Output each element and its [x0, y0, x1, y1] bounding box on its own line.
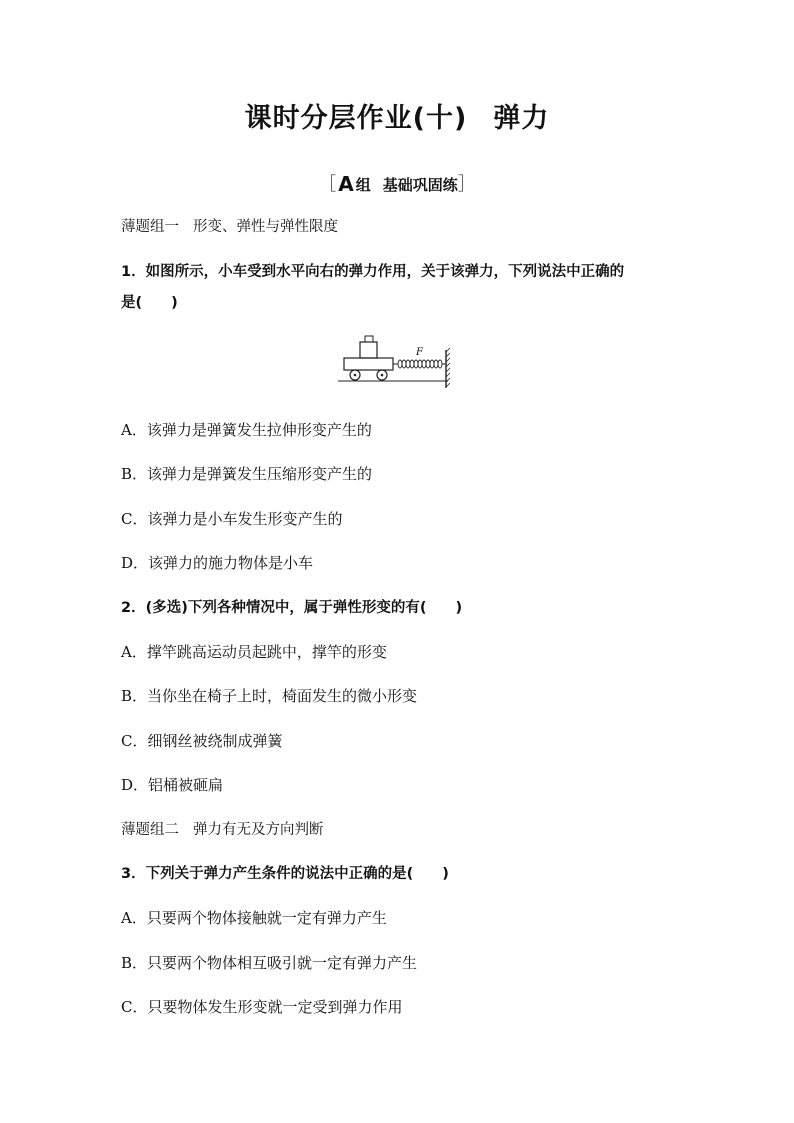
question-3-option-a: A．只要两个物体接触就一定有弹力产生	[121, 909, 387, 927]
question-1-option-d: D．该弹力的施力物体是小车	[121, 554, 314, 572]
group-name: 基础巩固练	[382, 176, 458, 194]
force-label: F	[416, 347, 423, 358]
section-heading-2	[121, 820, 324, 840]
question-1-option-a: A．该弹力是弹簧发生拉伸形变产生的	[121, 421, 372, 439]
question-3-option-c: C．只要物体发生形变就一定受到弹力作用	[121, 998, 403, 1016]
question-1-stem-cont: 是( )	[121, 295, 178, 311]
section-label: 薄题组二	[121, 822, 179, 838]
section-topic: 弹力有无及方向判断	[193, 822, 324, 838]
question-1-option-c: C．该弹力是小车发生形变产生的	[121, 510, 343, 528]
group-close-bracket: ］	[457, 174, 476, 195]
weight-knob	[365, 336, 373, 342]
cart-spring-figure	[338, 330, 458, 390]
page-title	[0, 96, 794, 135]
group-letter: A	[338, 172, 354, 196]
question-2-option-a: A．撑竿跳高运动员起跳中，撑竿的形变	[121, 643, 387, 661]
cart-body	[344, 358, 393, 370]
question-1-stem: 1．如图所示，小车受到水平向右的弹力作用，关于该弹力，下列说法中正确的	[121, 264, 625, 280]
question-2-stem: 2．(多选)下列各种情况中，属于弹性形变的有( )	[121, 600, 463, 616]
title-main: 课时分层作业(十)	[244, 103, 468, 134]
question-3-option-b: B．只要两个物体相互吸引就一定有弹力产生	[121, 954, 418, 972]
section-topic: 形变、弹性与弹性限度	[193, 219, 338, 235]
question-2-option-d: D．铝桶被砸扁	[121, 776, 224, 794]
title-sub: 弹力	[493, 103, 550, 134]
weight-block	[360, 342, 377, 358]
group-open-bracket: ［	[318, 174, 337, 195]
section-heading-1	[121, 217, 338, 237]
group-label: 组	[355, 176, 371, 194]
question-2-option-b: B．当你坐在椅子上时，椅面发生的微小形变	[121, 687, 418, 705]
section-label: 薄题组一	[121, 219, 179, 235]
spring	[398, 360, 442, 368]
question-2-option-c: C．细钢丝被绕制成弹簧	[121, 732, 283, 750]
question-1-option-b: B．该弹力是弹簧发生压缩形变产生的	[121, 465, 373, 483]
question-3-stem: 3．下列关于弹力产生条件的说法中正确的是( )	[121, 866, 449, 882]
group-header	[0, 170, 794, 196]
